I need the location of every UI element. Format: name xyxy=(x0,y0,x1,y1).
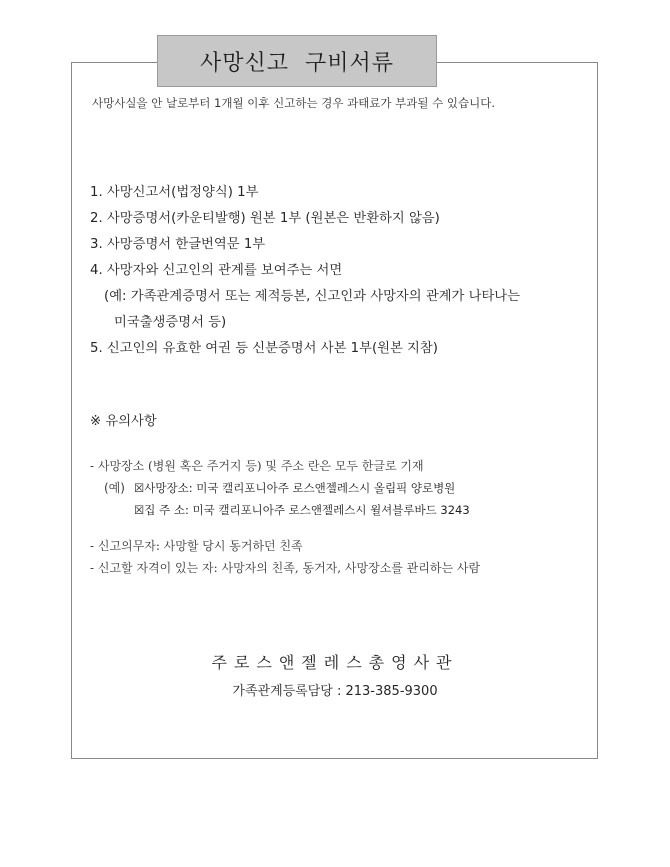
place-rule: - 사망장소 (병원 혹은 주거지 등) 및 주소 란은 모두 한글로 기재 xyxy=(90,459,424,473)
document-note-line: 미국출생증명서 등) xyxy=(114,315,227,330)
document-item: 1. 사망신고서(법정양식) 1부 xyxy=(90,185,259,200)
document-note-line: (예: 가족관계증명서 또는 제적등본, 신고인과 사망자의 관계가 나타나는 xyxy=(104,289,520,304)
required-documents-list xyxy=(90,180,520,362)
example-place-line xyxy=(90,477,480,499)
late-report-notice: 사망사실을 안 날로부터 1개월 이후 신고하는 경우 과태료가 부과될 수 있습니다. xyxy=(92,96,496,110)
caution-section xyxy=(90,455,480,579)
document-item: 3. 사망증명서 한글번역문 1부 xyxy=(90,237,266,252)
example-prefix: (예) xyxy=(104,481,125,495)
example-place: ☒사망장소: 미국 캘리포니아주 로스앤젤레스시 올림픽 양로병원 xyxy=(134,481,456,495)
reporting-obligor: - 신고의무자: 사망할 당시 동거하던 친족 xyxy=(90,539,303,553)
example-address: ☒집 주 소: 미국 캘리포니아주 로스앤젤레스시 윌셔블루바드 3243 xyxy=(134,503,470,517)
consulate-name: 주로스앤젤레스총영사관 xyxy=(211,653,459,672)
page-title: 사망신고 구비서류 xyxy=(199,50,394,76)
example-address-line xyxy=(90,499,480,521)
eligible-reporter: - 신고할 자격이 있는 자: 사망자의 친족, 동거자, 사망장소를 관리하는 사람 xyxy=(90,561,481,575)
document-item: 4. 사망자와 신고인의 관계를 보여주는 서면 xyxy=(90,263,343,278)
caution-heading: ※ 유의사항 xyxy=(90,414,157,429)
contact-phone: 가족관계등록담당 : 213-385-9300 xyxy=(232,684,438,699)
document-item: 2. 사망증명서(카운티발행) 원본 1부 (원본은 반환하지 않음) xyxy=(90,211,440,226)
title-banner xyxy=(157,35,437,87)
document-item: 5. 신고인의 유효한 여권 등 신분증명서 사본 1부(원본 지참) xyxy=(90,341,438,356)
